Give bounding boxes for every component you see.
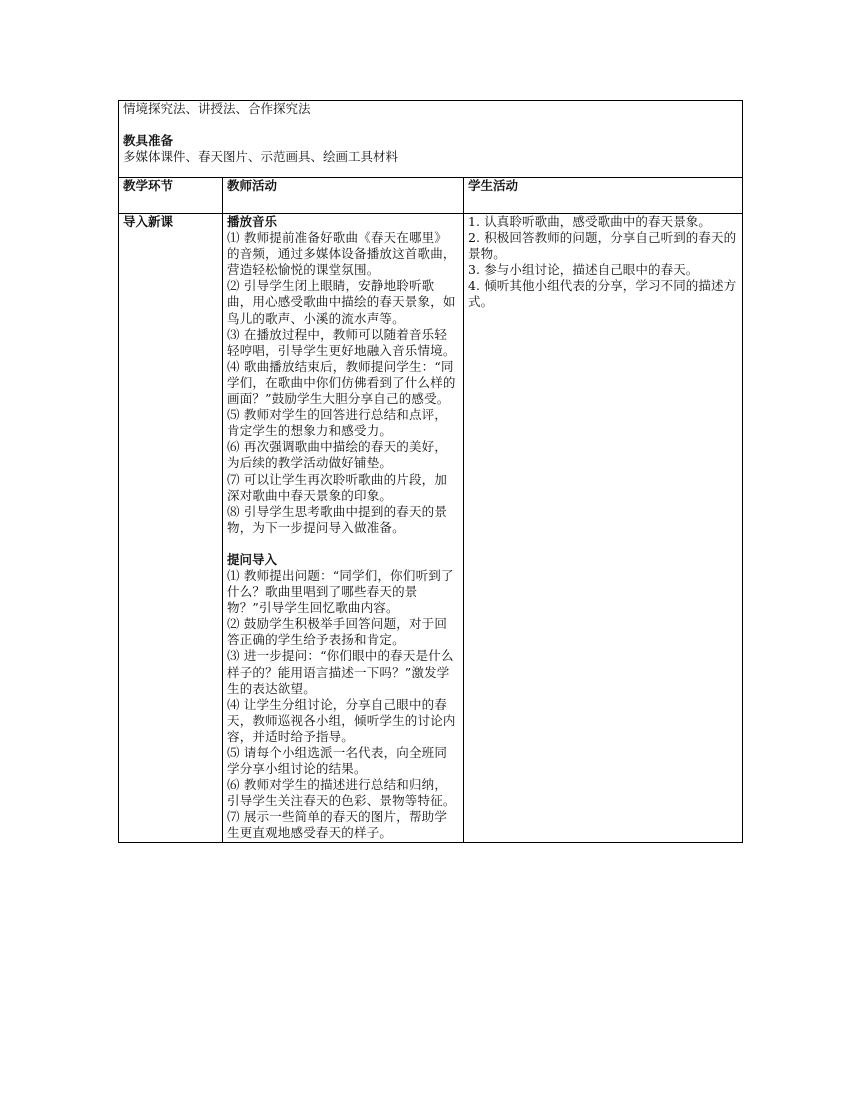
header-row	[119, 178, 743, 214]
header-stage: 教学环节	[119, 178, 223, 214]
question-step: ⑺ 展示一些简单的春天的图片，帮助学生更直观地感受春天的样子。	[227, 809, 448, 841]
intro-row	[119, 214, 743, 843]
tools-title: 教具准备	[123, 133, 174, 149]
question-step: ⑴ 教师提出问题：“同学们，你们听到了什么？歌曲里唱到了哪些春天的景物？”引导学生回忆歌曲内容。	[227, 567, 454, 616]
section-title-music: 播放音乐	[227, 214, 278, 229]
music-step: ⑵ 引导学生闭上眼睛，安静地聆听歌曲，用心感受歌曲中描绘的春天景象，如鸟儿的歌声、小溪的流水声等。	[227, 278, 456, 326]
question-step: ⑸ 请每个小组选派一名代表，向全班同学分享小组讨论的结果。	[227, 745, 448, 777]
question-step: ⑹ 教师对学生的描述进行总结和归纳，引导学生关注春天的色彩、景物等特征。	[227, 777, 456, 809]
music-step: ⑸ 教师对学生的回答进行总结和点评，肯定学生的想象力和感受力。	[227, 407, 448, 439]
lesson-plan-table	[118, 100, 743, 843]
music-step: ⑹ 再次强调歌曲中描绘的春天的美好，为后续的教学活动做好铺垫。	[227, 439, 448, 471]
student-step: 2. 积极回答教师的问题，分享自己听到的春天的景物。	[468, 230, 737, 262]
student-step: 4. 倾听其他小组代表的分享，学习不同的描述方式。	[468, 278, 737, 310]
music-step: ⑶ 在播放过程中，教师可以随着音乐轻轻哼唱，引导学生更好地融入音乐情境。	[227, 326, 456, 358]
music-step: ⑻ 引导学生思考歌曲中提到的春天的景物，为下一步提问导入做准备。	[227, 503, 448, 535]
student-step: 1. 认真聆听歌曲，感受歌曲中的春天景象。	[468, 214, 712, 229]
stage-cell: 导入新课	[119, 214, 223, 843]
music-step: ⑺ 可以让学生再次聆听歌曲的片段，加深对歌曲中春天景象的印象。	[227, 471, 448, 503]
section-title-question: 提问导入	[227, 551, 278, 567]
question-step: ⑵ 鼓励学生积极举手回答问题，对于回答正确的学生给予表扬和肯定。	[227, 616, 448, 648]
music-step: ⑷ 歌曲播放结束后，教师提问学生：“同学们，在歌曲中你们仿佛看到了什么样的画面？”鼓励学生大胆分享自己的感受。	[227, 358, 456, 407]
tools-list: 多媒体课件、春天图片、示范画具、绘画工具材料	[123, 149, 399, 165]
header-student: 学生活动	[464, 178, 743, 214]
question-step: ⑶ 进一步提问：“你们眼中的春天是什么样子的？能用语言描述一下吗？”激发学生的表达欲望。	[227, 648, 454, 696]
question-step: ⑷ 让学生分组讨论，分享自己眼中的春天，教师巡视各小组，倾听学生的讨论内容，并适时给予指导。	[227, 696, 456, 744]
header-teacher: 教师活动	[223, 178, 464, 214]
teacher-activity-cell	[223, 214, 464, 843]
methods-row	[119, 101, 743, 178]
student-activity-cell	[464, 214, 743, 843]
methods-cell	[119, 101, 743, 178]
teaching-methods: 情境探究法、讲授法、合作探究法	[123, 101, 311, 116]
music-step: ⑴ 教师提前准备好歌曲《春天在哪里》的音频，通过多媒体设备播放这首歌曲，营造轻松愉悦的课堂氛围。	[227, 230, 456, 278]
student-step: 3. 参与小组讨论，描述自己眼中的春天。	[468, 262, 699, 278]
